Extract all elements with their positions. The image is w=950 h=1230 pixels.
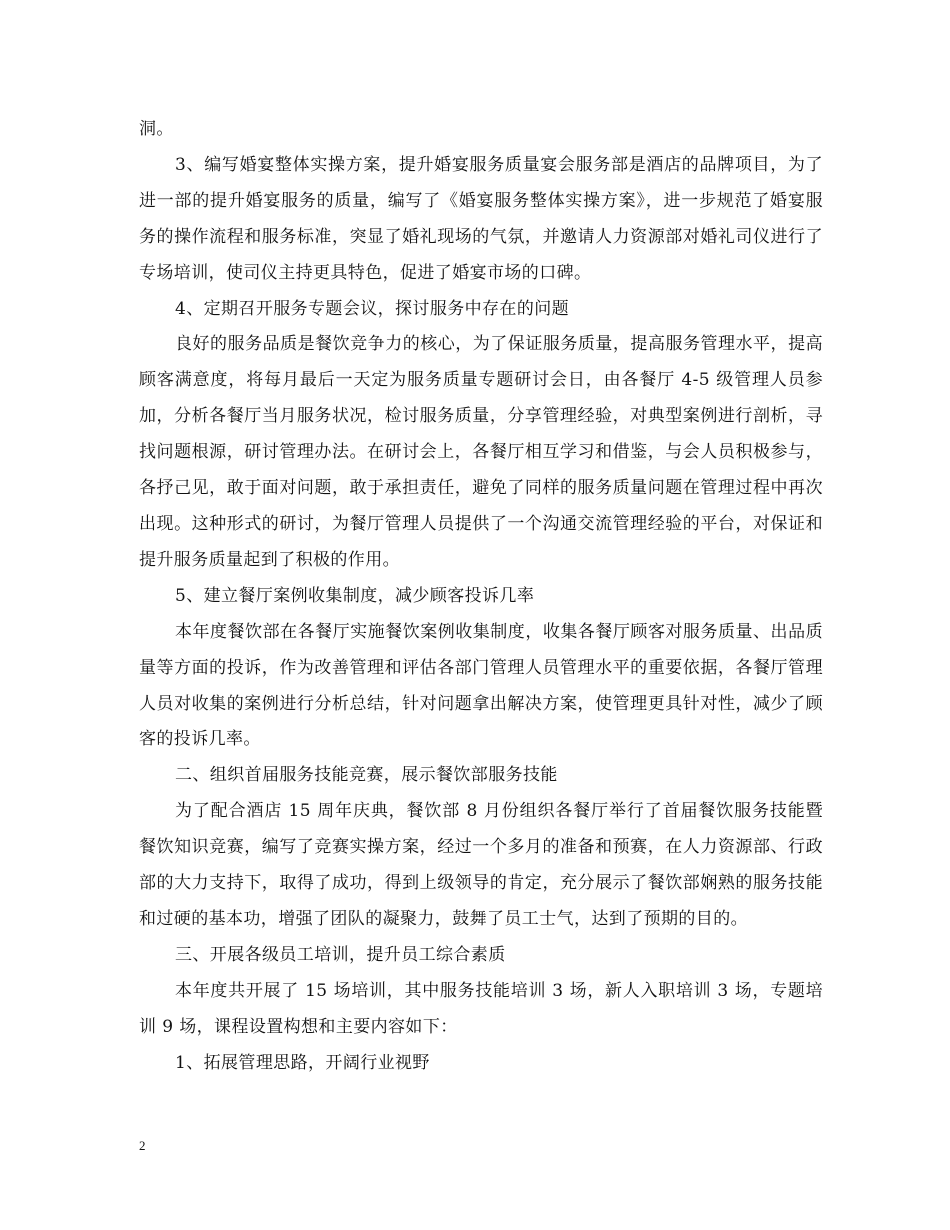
heading-staff-training: 三、开展各级员工培训，提升员工综合素质 [175,944,506,965]
heading-service-meeting: 4、定期召开服务专题会议，探讨服务中存在的问题 [175,298,570,319]
document-body [139,112,823,1081]
paragraph-case-collection: 本年度餐饮部在各餐厅实施餐饮案例收集制度，收集各餐厅顾客对服务质量、出品质量等方面的投诉，作为改善管理和评估各部门管理人员管理水平的重要依据，各餐厅管理人员对收集的案例进行分析总结，针对问题拿出解决方案，使管理更具针对性，减少了顾客的投诉几率。 [139,621,823,750]
paragraph-service-meeting: 良好的服务品质是餐饮竞争力的核心，为了保证服务质量，提高服务管理水平，提高顾客满意度，将每月最后一天定为服务质量专题研讨会日，由各餐厅 4-5 级管理人员参加，分析各餐厅当月服务状况，检讨服务质量，分享管理经验，对典型案例进行剖析，寻找问题根源，研讨管理办法。在研讨会上，各餐厅相互学习和借鉴，与会人员积极参与，各抒己见，敢于面对问题，敢于承担责任，避免了同样的服务质量问题在管理过程中再次出现。这种形式的研讨，为餐厅管理人员提供了一个沟通交流管理经验的平台，对保证和提升服务质量起到了积极的作用。 [139,334,823,570]
paragraph-skills-competition: 为了配合酒店 15 周年庆典，餐饮部 8 月份组织各餐厅举行了首届餐饮服务技能暨餐饮知识竞赛，编写了竞赛实操方案，经过一个多月的准备和预赛，在人力资源部、行政部的大力支持下，取得了成功，得到上级领导的肯定，充分展示了餐饮部娴熟的服务技能和过硬的基本功，增强了团队的凝聚力，鼓舞了员工士气，达到了预期的目的。 [139,801,823,929]
paragraph-wedding-plan: 3、编写婚宴整体实操方案，提升婚宴服务质量宴会服务部是酒店的品牌项目，为了进一部的提升婚宴服务的质量，编写了《婚宴服务整体实操方案》，进一步规范了婚宴服务的操作流程和服务标准，突显了婚礼现场的气氛，并邀请人力资源部对婚礼司仪进行了专场培训，使司仪主持更具特色，促进了婚宴市场的口碑。 [139,154,823,283]
heading-case-collection: 5、建立餐厅案例收集制度，减少顾客投诉几率 [175,585,535,606]
heading-skills-competition: 二、组织首届服务技能竞赛，展示餐饮部服务技能 [175,765,558,786]
paragraph-staff-training: 本年度共开展了 15 场培训，其中服务技能培训 3 场，新人入职培训 3 场，专题培训 9 场，课程设置构想和主要内容如下： [139,980,823,1037]
page-number: 2 [139,1138,146,1153]
heading-management-thinking: 1、拓展管理思路，开阔行业视野 [175,1052,430,1073]
paragraph-continuation: 洞。 [139,119,174,139]
